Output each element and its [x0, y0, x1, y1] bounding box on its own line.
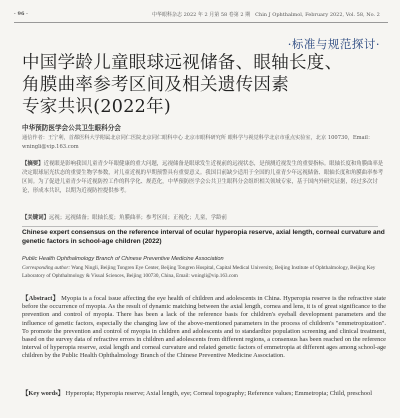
chinese-author: 中华预防医学会公共卫生眼科分会 [22, 124, 121, 132]
chinese-title-line: 角膜曲率参考区间及相关遗传因素 [22, 75, 289, 95]
chinese-keywords-text: 远视；远视储备；眼轴长度；角膜曲率；参考区间；正视化；儿童，学龄前 [48, 215, 227, 221]
english-keywords-label: 【Key words】 [22, 390, 65, 397]
english-abstract [22, 295, 386, 361]
chinese-title [22, 52, 392, 118]
english-abstract-text: Myopia is a focal issue affecting the eye health of children and adolescents in China. Hyperopia reserve is the refractive state before the occurrence of myopia. As the result of dynamic matching between the axial length, cornea and lens, it is of great significance to the prevention and control of myopia. There has been a lack of the reference basis for children's eyeball development parameters and the influence of genetic factors, especially the changing law of the above-mentioned parameters in the process of children's "emmetropization". To promote the prevention and control of myopia in children and adolescents and to standardize population screening and clinical treatment, based on the survey data of refractive errors in children and adolescents from different regions, a consensus has been reached on the reference interval of hyperopia reserve, axial length and corneal curvature and related genetic factors of emmetropia at different ages among school-age children by the Public Health Ophthalmology Branch of the Chinese Preventive Medicine Association. [22, 295, 386, 360]
english-correspondence [22, 265, 386, 280]
english-abstract-label: 【Abstract】 [22, 295, 60, 302]
section-divider [22, 226, 378, 227]
column-tag: ·标准与规范探讨· [287, 37, 380, 51]
page-number: · 96 · [14, 11, 28, 17]
header-rule [14, 22, 388, 23]
journal-citation: 中华眼科杂志 2022 年 2 月第 58 卷第 2 期 Chin J Ophthalmol, February 2022, Vol. 58, No. 2 [152, 12, 380, 18]
chinese-title-line: 专家共识(2022年) [22, 97, 171, 117]
english-keywords-text: Hyperopia; Hyperopia reserve; Axial length, eye; Corneal topography; Reference values; Emmetropia; Child, preschool [64, 390, 372, 397]
chinese-correspondence: 通信作者：王宁利，首都医科大学附属北京同仁医院北京同仁眼科中心 北京市眼科研究所 眼科学与视觉科学北京市重点实验室，北京 100730，Email：wningli@vip.163.com [22, 135, 374, 150]
chinese-abstract-text: 近视眼是影响我国儿童青少年眼健康的重大问题，远视储备是眼球发生近视前的远视状态，是预测近视发生的重要指标。眼轴长度和角膜曲率是决定眼球屈光状态的重要生物学参数，对儿童近视的早期预警具有重要意义。我国目前缺少适用于全国的儿童青少年远视储备、眼轴长度和角膜曲率参考区间。为了促进儿童青少年近视防控工作的科学化、规范化，中华预防医学会公共卫生眼科分会组织相关领域专家，基于国内外研究证据，经过多次讨论，形成本共识，以期为近视防控提供参考。 [22, 161, 384, 194]
chinese-abstract-label: 【摘要】 [22, 161, 44, 167]
chinese-abstract [22, 160, 384, 196]
chinese-title-line: 中国学龄儿童眼球远视储备、眼轴长度、 [22, 53, 343, 73]
chinese-keywords [22, 214, 384, 223]
english-author: Public Health Ophthalmology Branch of Chinese Preventive Medicine Association [22, 256, 224, 262]
english-keywords [22, 390, 386, 398]
running-header [14, 8, 388, 20]
english-correspondence-label: Corresponding author: [22, 265, 71, 271]
english-title: Chinese expert consensus on the reference interval of ocular hyperopia reserve, axial length, corneal curvature and genetic factors in school-age children (2022) [22, 229, 385, 245]
chinese-keywords-label: 【关键词】 [22, 215, 49, 221]
english-correspondence-text: Wang Ningli, Beijing Tongren Eye Center, Beijing Tongren Hospital, Capital Medical University, Beijing Institute of Ophthalmology, Beijing Key Laboratory of Ophthalmology & Visual Sciences, Beijing 100730, China, Email: wningli@vip.163.com [22, 265, 376, 279]
